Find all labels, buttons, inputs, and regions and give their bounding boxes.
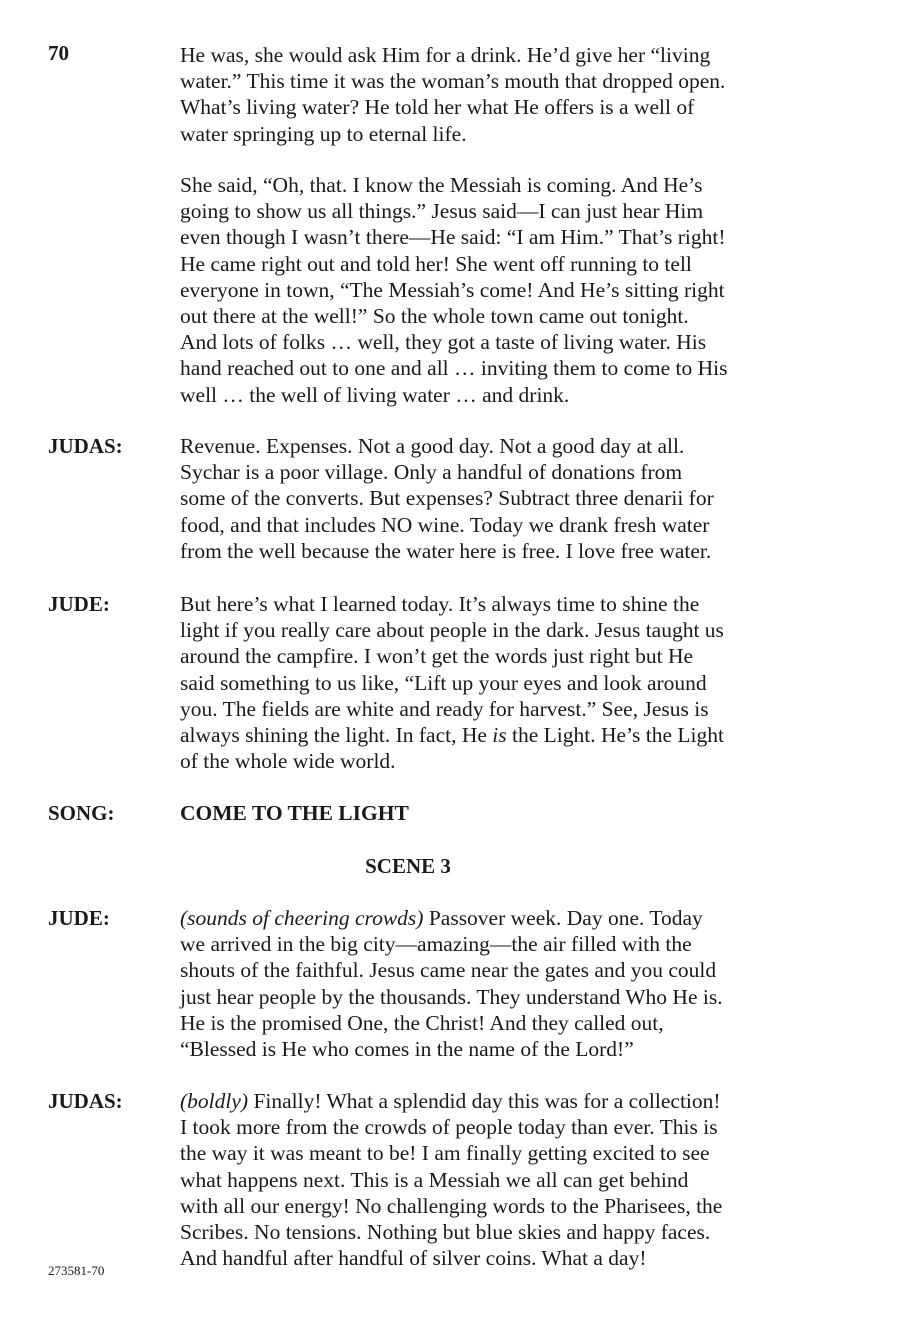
text-line: the way it was meant to be! I am finally getting excited to see <box>180 1141 710 1166</box>
speaker-name: JUDAS: <box>48 1089 123 1113</box>
text-line: from the well because the water here is free. I love free water. <box>180 538 712 563</box>
text-segment: Passover week. Day one. Today <box>423 906 703 930</box>
dialogue-text <box>180 591 752 774</box>
scene-heading: SCENE 3 <box>365 854 451 878</box>
text-line <box>180 905 752 931</box>
text-line: with all our energy! No challenging words to the Pharisees, the <box>180 1193 723 1218</box>
dialogue-text <box>180 42 752 147</box>
text-segment: the Light. He’s the Light <box>506 723 724 748</box>
text-line: He was, she would ask Him for a drink. He’d give her “living <box>180 43 711 67</box>
footer-code: 273581-70 <box>48 1263 105 1278</box>
text-line: food, and that includes NO wine. Today we drank fresh water <box>180 512 710 537</box>
text-line <box>180 1088 752 1114</box>
text-line: shouts of the faithful. Jesus came near the gates and you could <box>180 958 717 983</box>
dialogue-text <box>180 905 752 1062</box>
emphasis-text: is <box>492 723 507 748</box>
text-line: just hear people by the thousands. They understand Who He is. <box>180 984 723 1009</box>
text-line: well … the well of living water … and drink. <box>180 382 570 407</box>
stage-direction: (sounds of cheering crowds) <box>180 906 424 930</box>
text-line: hand reached out to one and all … inviting them to come to His <box>180 356 728 381</box>
text-segment: always shining the light. In fact, He <box>180 723 493 748</box>
text-line: And lots of folks … well, they got a taste of living water. His <box>180 330 707 355</box>
text-line: everyone in town, “The Messiah’s come! And He’s sitting right <box>180 277 725 302</box>
text-line: we arrived in the big city—amazing—the air filled with the <box>180 932 692 957</box>
dialogue-text <box>180 1088 752 1271</box>
text-line: “Blessed is He who comes in the name of the Lord!” <box>180 1037 634 1062</box>
text-segment: Finally! What a splendid day this was for a collection! <box>248 1089 721 1113</box>
text-line: She said, “Oh, that. I know the Messiah is coming. And He’s <box>180 173 703 197</box>
text-line: What’s living water? He told her what He offers is a well of <box>180 95 695 120</box>
speaker-name: JUDAS: <box>48 434 123 458</box>
text-line: of the whole wide world. <box>180 749 396 774</box>
text-line: And handful after handful of silver coins. What a day! <box>180 1246 647 1271</box>
text-line: But here’s what I learned today. It’s always time to shine the <box>180 592 700 616</box>
text-line: Scribes. No tensions. Nothing but blue skies and happy faces. <box>180 1220 711 1245</box>
text-line: water.” This time it was the woman’s mouth that dropped open. <box>180 69 726 94</box>
text-line: light if you really care about people in the dark. Jesus taught us <box>180 618 724 643</box>
dialogue-text <box>180 172 752 408</box>
speaker-name: JUDE: <box>48 592 110 616</box>
text-line: He came right out and told her! She went off running to tell <box>180 251 692 276</box>
song-label: SONG: <box>48 801 115 825</box>
text-line: said something to us like, “Lift up your eyes and look around <box>180 670 707 695</box>
text-line: even though I wasn’t there—He said: “I am Him.” That’s right! <box>180 225 726 250</box>
text-line: out there at the well!” So the whole town came out tonight. <box>180 304 689 329</box>
text-line <box>180 722 752 748</box>
text-line: Revenue. Expenses. Not a good day. Not a good day at all. <box>180 434 685 458</box>
song-title: COME TO THE LIGHT <box>180 801 409 825</box>
text-line: some of the converts. But expenses? Subtract three denarii for <box>180 486 714 511</box>
text-line: water springing up to eternal life. <box>180 121 467 146</box>
text-line: Sychar is a poor village. Only a handful of donations from <box>180 460 683 485</box>
text-line: what happens next. This is a Messiah we all can get behind <box>180 1167 689 1192</box>
text-line: around the campfire. I won’t get the words just right but He <box>180 644 694 669</box>
text-line: going to show us all things.” Jesus said—I can just hear Him <box>180 199 704 224</box>
dialogue-text <box>180 433 752 564</box>
stage-direction: (boldly) <box>180 1089 249 1113</box>
text-line: you. The fields are white and ready for harvest.” See, Jesus is <box>180 696 709 721</box>
speaker-name: JUDE: <box>48 906 110 930</box>
text-line: I took more from the crowds of people today than ever. This is <box>180 1115 718 1140</box>
text-line: He is the promised One, the Christ! And they called out, <box>180 1010 664 1035</box>
page-number: 70 <box>48 41 69 65</box>
